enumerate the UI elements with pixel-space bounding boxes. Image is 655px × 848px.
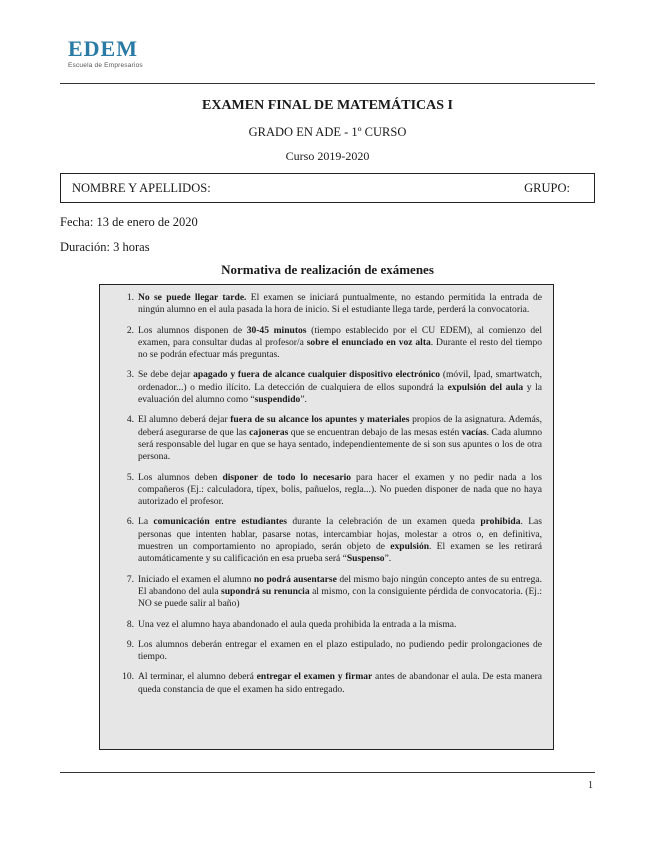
rule-text: Se debe dejar (138, 369, 194, 381)
rule-emphasis: expulsión del aula (447, 381, 524, 393)
rule-number: 10. (122, 671, 134, 683)
rule-number: 5. (126, 471, 134, 483)
rule-text: al mismo, con la consiguiente pérdida de convocatoria. (Ej.: NO se puede salir al baño) (138, 585, 542, 610)
footer-rule (60, 772, 595, 773)
student-info-box (60, 173, 595, 203)
rule-emphasis: supondrá su renuncia (221, 585, 310, 597)
rule-text: El examen se iniciará puntualmente, no estando permitida la entrada de ningún alumno en el aula pasada la hora de inicio. Si el estudiante llega tarde, perderá la convocatoria. (138, 292, 542, 316)
logo-tagline: Escuela de Empresarios (68, 62, 143, 69)
rules-list (100, 285, 553, 696)
rule-emphasis: comunicación entre estudiantes (153, 516, 287, 528)
rule-text: para hacer el examen y no pedir nada a los compañeros (Ej.: calculadora, típex, bolis, pañuelos, regla...). No pueden disponer de nada que no haya autorizado el profesor. (138, 471, 542, 508)
rule-emphasis: Suspenso (346, 553, 385, 565)
rule-emphasis: 30-45 minutos (246, 324, 307, 336)
rule-text: Al terminar, el alumno deberá (138, 671, 257, 683)
rule-text: durante la celebración de un examen queda (286, 516, 481, 528)
rule-emphasis: suspendido (254, 394, 301, 406)
rule-emphasis: prohibida (480, 516, 521, 528)
rule-item (126, 618, 542, 631)
degree-line: GRADO EN ADE - 1º CURSO (248, 125, 407, 139)
rule-number: 2. (126, 324, 134, 336)
rule-text: . Durante el resto del tiempo no se podrán efectuar más preguntas. (138, 336, 542, 361)
exam-title: EXAMEN FINAL DE MATEMÁTICAS I (202, 98, 453, 113)
rule-emphasis: vacías (461, 426, 487, 438)
rule-item (126, 414, 543, 463)
rule-text: (móvil, Ipad, smartwatch, ordenador...) o medio ilícito. La detección de cualquiera de ellos supondrá la (138, 369, 543, 393)
rule-number: 6. (126, 516, 134, 528)
rule-text: (tiempo establecido por el CU EDEM), al comienzo del examen, para consultar dudas al profesor/a (138, 324, 543, 348)
rule-item (126, 369, 543, 406)
rule-number: 1. (126, 292, 134, 303)
rule-text: Los alumnos deberán entregar el examen en el plazo estipulado, no pudiendo pedir prolongaciones de tiempo. (138, 638, 542, 663)
rule-number: 3. (126, 369, 134, 381)
rule-text: del mismo bajo ningún concepto antes de su entrega. El abandono del aula (138, 573, 542, 597)
rule-item (126, 471, 542, 509)
rule-text: . Cada alumno será responsable del lugar en que se haya sentado, independientemente de si son sus apuntes o los de otra persona. (138, 426, 543, 463)
rule-emphasis: no podrá ausentarse (253, 573, 337, 585)
name-label: NOMBRE Y APELLIDOS: (72, 181, 211, 195)
exam-date: Fecha: 13 de enero de 2020 (60, 215, 198, 229)
group-label: GRUPO: (524, 181, 570, 195)
rule-text: antes de abandonar el aula. De esta manera queda constancia de que el examen ha sido entregado. (138, 671, 542, 695)
rule-emphasis: disponer de todo lo necesario (222, 471, 352, 483)
rule-item (126, 573, 542, 611)
exam-duration: Duración: 3 horas (60, 240, 150, 254)
course-line: Curso 2019-2020 (285, 149, 370, 163)
rule-text: Los alumnos disponen de (138, 324, 247, 336)
rule-number: 8. (126, 618, 134, 630)
rule-emphasis: apagado y fuera de alcance cualquier dispositivo electrónico (193, 369, 441, 381)
rule-text: Iniciado el examen el alumno (138, 573, 254, 585)
rule-number: 9. (126, 638, 134, 650)
logo-wordmark: EDEM (68, 36, 138, 61)
rule-text: y la evaluación del alumno como “ (138, 381, 543, 406)
rule-text: Los alumnos deben (138, 471, 223, 483)
rule-text: El alumno deberá dejar (138, 414, 231, 426)
rule-item (122, 671, 542, 696)
edem-logo (68, 38, 143, 69)
rule-emphasis: cajoneras (249, 426, 289, 438)
rule-emphasis: No se puede llegar tarde. (138, 292, 247, 303)
rule-text: ”. (384, 553, 392, 565)
rule-item (126, 516, 542, 565)
rule-text: . El examen se les retirará automáticamente y su calificación en esa prueba será “ (138, 541, 542, 565)
rule-text: Una vez el alumno haya abandonado el aula queda prohibida la entrada a la misma. (138, 618, 457, 630)
rule-text: . Las personas que intenten hablar, pasarse notas, intercambiar hojas, molestar a otros o, en definitiva, muestren un comportamiento no apropiado, serán objeto de (138, 516, 542, 553)
rule-emphasis: expulsión (390, 541, 430, 553)
rule-item (126, 638, 542, 664)
rule-item (126, 324, 543, 362)
rules-box (99, 284, 554, 750)
rule-item (126, 292, 542, 317)
rule-text: que se encuentran debajo de las mesas estén (288, 426, 462, 438)
rules-heading: Normativa de realización de exámenes (221, 262, 434, 277)
rule-number: 7. (126, 573, 134, 585)
page-number: 1 (588, 780, 593, 791)
rule-emphasis: entregar el examen y firmar (256, 671, 373, 683)
rule-emphasis: fuera de su alcance los apuntes y materiales (230, 414, 410, 426)
header-rule (60, 83, 595, 84)
rule-text: La (138, 516, 154, 528)
rule-text: ”. (300, 394, 307, 406)
rule-number: 4. (126, 414, 134, 426)
rule-text: propios de la asignatura. Además, deberá asegurarse de que las (138, 414, 542, 438)
rule-emphasis: sobre el enunciado en voz alta (306, 336, 431, 348)
